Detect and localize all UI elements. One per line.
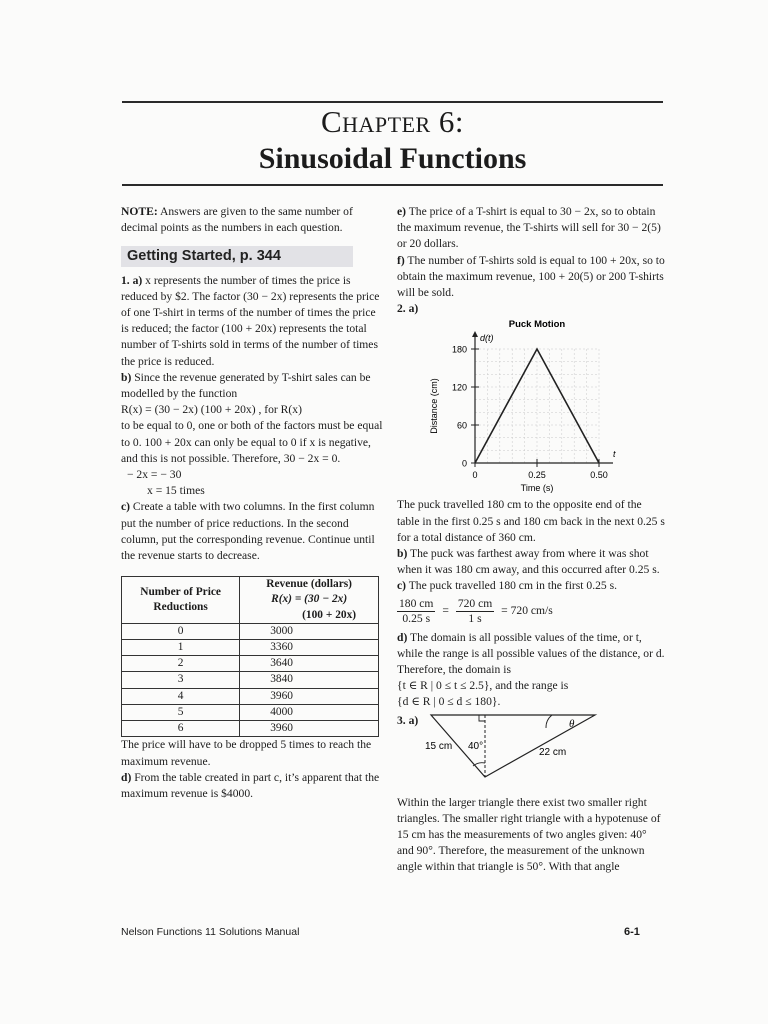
revenue-table [121, 576, 379, 737]
speed-equation [397, 597, 665, 626]
fraction-result: = 720 cm/s [501, 603, 553, 617]
range-text: {d ∈ R | 0 ≤ d ≤ 180}. [397, 695, 501, 709]
y-axis-variable: d(t) [480, 333, 494, 344]
q1e-paragraph [397, 204, 665, 253]
top-rule [122, 101, 663, 103]
table-row [122, 688, 379, 704]
label-theta: θ [569, 717, 575, 730]
q1d-label: d) [121, 770, 132, 784]
q2d-paragraph [397, 630, 665, 679]
y-tick-label: 0 [461, 458, 467, 469]
cell-reductions: 0 [122, 623, 240, 639]
q1c-paragraph [121, 499, 383, 564]
q1a-label: 1. a) [121, 273, 143, 287]
q3-paragraph: Within the larger triangle there exist two smaller right triangles. The smaller right triangle with a hypotenuse of 15 cm has the measurements of two angles given: 40° and 90°. Therefore, the measurement of the unknown angle within that triangle is 50°. With that angle [397, 795, 661, 874]
cell-revenue: 3840 [240, 672, 379, 688]
cell-revenue: 3000 [240, 623, 379, 639]
label-40deg: 40° [468, 740, 484, 752]
bottom-rule [122, 184, 663, 186]
cell-reductions: 1 [122, 640, 240, 656]
x-tick-label: 0.25 [528, 470, 546, 481]
fraction-1-num: 180 cm [399, 596, 434, 610]
table-row [122, 672, 379, 688]
q1a-paragraph [121, 273, 383, 370]
label-15cm: 15 cm [425, 740, 453, 752]
right-angle-marker [479, 715, 485, 721]
triangle-figure [397, 711, 665, 795]
cell-revenue: 4000 [240, 704, 379, 720]
right-column [397, 204, 665, 876]
footer-left: Nelson Functions 11 Solutions Manual [121, 926, 300, 938]
chart-title: Puck Motion [508, 319, 566, 331]
q1d-paragraph [121, 770, 383, 802]
table-body [122, 623, 379, 736]
revenue-header-line2: R(x) = (30 − 2x) [271, 593, 348, 606]
fraction-2-num: 720 cm [457, 596, 493, 610]
q1a-text: x represents the number of times the price is reduced by $2. The factor (30 − 2x) represents the price of one T-shirt in terms of the number of times the price is reduced; the factor (100 + 20x) represents the total number of T-shirts sold in terms of the number of times the price is reduced. [121, 273, 380, 368]
q1b-label: b) [121, 370, 132, 384]
q1e-text: The price of a T-shirt is equal to 30 − 2x, so to obtain the maximum revenue, the T-shirts will sell for 30 − 2(5) or 20 dollars. [397, 205, 661, 251]
cell-reductions: 3 [122, 672, 240, 688]
table-header-revenue [240, 577, 379, 624]
section-heading: Getting Started, p. 344 [121, 246, 353, 266]
note-paragraph [121, 204, 383, 236]
fraction-1 [397, 597, 435, 626]
table-row [122, 656, 379, 672]
q1c-text: Create a table with two columns. In the first column put the number of price reductions. In the second column, put the corresponding revenue. Continue until the revenue starts to decrease. [121, 500, 375, 563]
fraction-1-den: 0.25 s [402, 611, 431, 625]
q3a-label: 3. a) [397, 713, 419, 727]
q1b-text: Since the revenue generated by T-shirt sales can be modelled by the function [121, 370, 371, 401]
table-row [122, 623, 379, 639]
q2c-paragraph [397, 578, 665, 594]
note-label: NOTE: [121, 205, 158, 218]
revenue-header-line3: (100 + 20x) [302, 608, 357, 621]
q2b-label: b) [397, 547, 408, 561]
left-column [121, 204, 383, 802]
q1b-text2: to be equal to 0, one or both of the factors must be equal to 0. 100 + 20x can only be equal to 0 if x is negative, and this is not possible. Therefore, 30 − 2x = 0. [121, 419, 383, 465]
puck-motion-chart [397, 315, 665, 497]
q1b-paragraph [121, 370, 383, 402]
y-tick-label: 120 [451, 382, 467, 393]
x-axis-label: Time (s) [520, 483, 554, 494]
q1f-text: The number of T-shirts sold is equal to 100 + 20x, so to obtain the maximum revenue, 100 + 20(5) or 200 T-shirts will be sold. [397, 253, 665, 300]
chart-svg [397, 315, 665, 497]
y-tick-label: 60 [456, 420, 467, 431]
chapter-label: Chapter 6: [320, 104, 465, 139]
q2d-text: The domain is all possible values of the time, or t, while the range is all possible values of the distance, or d. Therefore, the domain is [397, 630, 665, 677]
q1c-label: c) [121, 500, 131, 514]
q1b-function: R(x) = (30 − 2x) (100 + 20x) , for R(x) [121, 403, 302, 417]
y-axis-label: Distance (cm) [429, 378, 439, 435]
table-row [122, 704, 379, 720]
cell-reductions: 6 [122, 721, 240, 737]
domain-text: {t ∈ R | 0 ≤ t ≤ 2.5}, and the range is [397, 679, 569, 693]
page-number: 6-1 [624, 926, 640, 938]
cell-revenue: 3360 [240, 640, 379, 656]
triangle-svg [397, 711, 665, 795]
theta-arc [546, 715, 552, 728]
y-axis-arrow [472, 331, 478, 337]
fraction-2 [456, 597, 494, 626]
q1b-eq2: x = 15 times [147, 484, 205, 498]
after-table-text: The price will have to be dropped 5 times to reach the maximum revenue. [121, 738, 372, 768]
x-tick-label: 0 [472, 470, 478, 481]
cell-revenue: 3960 [240, 721, 379, 737]
q2b-text: The puck was farthest away from where it was shot when it was 180 cm away, and this occurred after 0.25 s. [397, 547, 660, 577]
revenue-header-line1: Revenue (dollars) [266, 578, 352, 591]
table-row [122, 721, 379, 737]
x-tick-label: 0.50 [590, 470, 608, 481]
cell-revenue: 3640 [240, 656, 379, 672]
equals-sign: = [442, 603, 449, 617]
q1f-label: f) [397, 253, 405, 267]
q2d-label: d) [397, 630, 408, 644]
table-header-reductions: Number of Price Reductions [122, 577, 240, 624]
cell-reductions: 5 [122, 704, 240, 720]
q1f-paragraph [397, 253, 665, 302]
q1b-eq1: − 2x = − 30 [127, 468, 182, 482]
note-text: Answers are given to the same number of decimal points as the numbers in each question. [121, 205, 353, 235]
q2a-label: 2. a) [397, 302, 419, 316]
label-22cm: 22 cm [539, 746, 567, 758]
q1e-label: e) [397, 205, 407, 218]
table-row [122, 640, 379, 656]
q2c-label: c) [397, 579, 407, 593]
cell-revenue: 3960 [240, 688, 379, 704]
q2c-text: The puck travelled 180 cm in the first 0.25 s. [406, 579, 618, 593]
y-tick-label: 180 [451, 344, 467, 355]
cell-reductions: 2 [122, 656, 240, 672]
x-axis-variable: t [613, 449, 616, 460]
cell-reductions: 4 [122, 688, 240, 704]
q1d-text: From the table created in part c, it’s apparent that the maximum revenue is $4000. [121, 770, 380, 800]
fraction-2-den: 1 s [468, 611, 482, 625]
q2b-paragraph [397, 546, 665, 578]
page-title: Sinusoidal Functions [258, 142, 527, 175]
q2a-after: The puck travelled 180 cm to the opposite end of the table in the first 0.25 s and 180 cm back in the next 0.25 s for a total distance of 360 cm. [397, 498, 665, 544]
